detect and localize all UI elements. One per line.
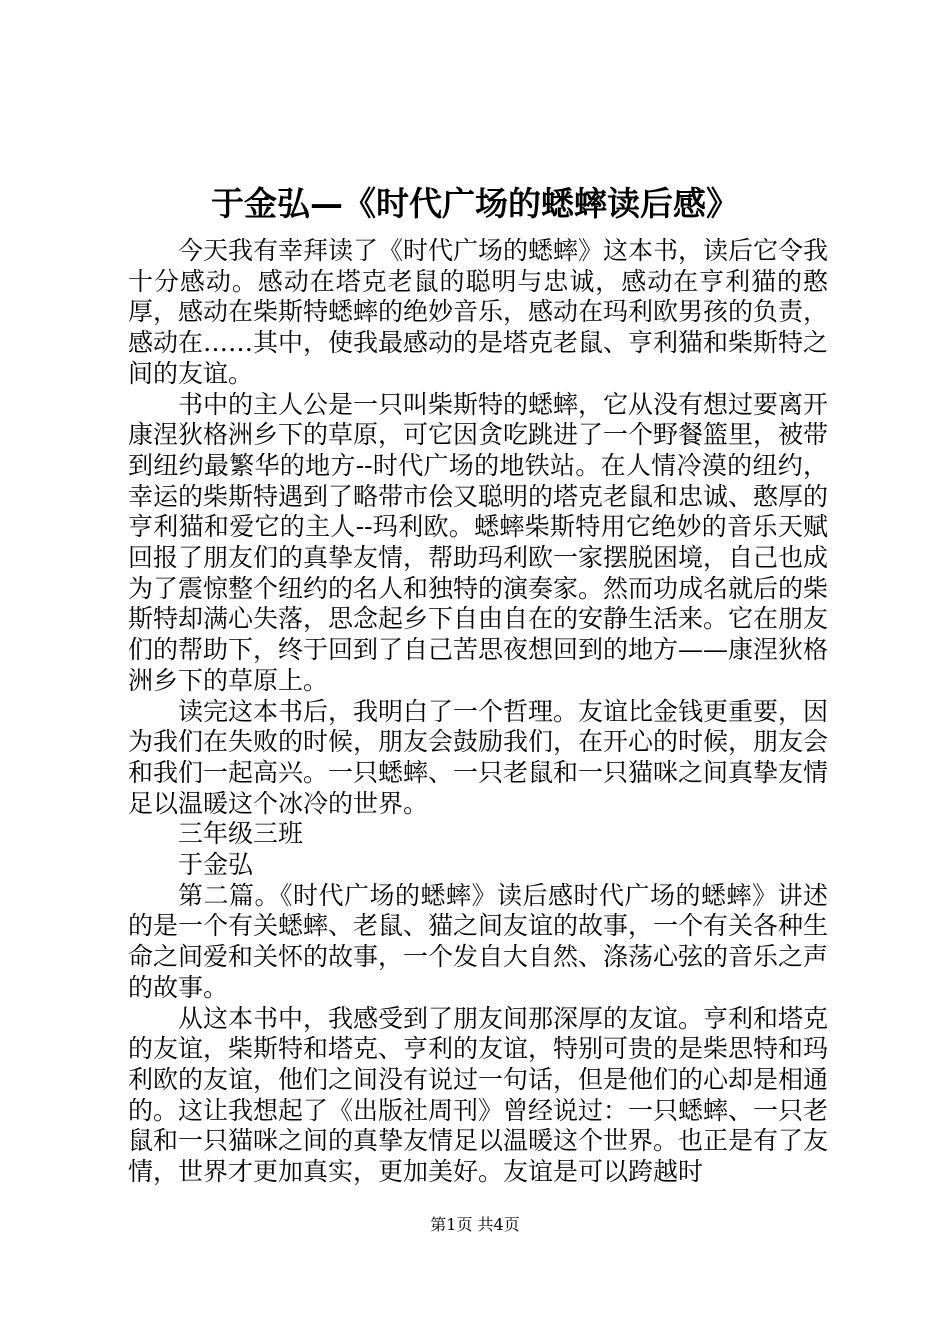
page-footer: 第1页 共4页 xyxy=(430,1215,520,1234)
document-body xyxy=(128,236,828,1188)
paragraph: 读完这本书后，我明白了一个哲理。友谊比金钱更重要，因为我们在失败的时候，朋友会鼓励我们，在开心的时候，朋友会和我们一起高兴。一只蟋蟀、一只老鼠和一只猫咪之间真挚友情足以温暖这个冰冷的世界。 xyxy=(128,696,829,818)
paragraph: 今天我有幸拜读了《时代广场的蟋蟀》这本书，读后它令我十分感动。感动在塔克老鼠的聪明与忠诚，感动在亨利猫的憨厚，感动在柴斯特蟋蟀的绝妙音乐，感动在玛利欧男孩的负责，感动在……其中，使我最感动的是塔克老鼠、亨利猫和柴斯特之间的友谊。 xyxy=(128,236,829,388)
author-line: 于金弘 xyxy=(178,850,254,880)
class-line: 三年级三班 xyxy=(178,819,304,849)
paragraph: 书中的主人公是一只叫柴斯特的蟋蟀，它从没有想过要离开康涅狄格洲乡下的草原，可它因贪吃跳进了一个野餐篮里，被带到纽约最繁华的地方--时代广场的地铁站。在人情冷漠的纽约，幸运的柴斯特遇到了略带市侩又聪明的塔克老鼠和忠诚、憨厚的亨利猫和爱它的主人--玛利欧。蟋蟀柴斯特用它绝妙的音乐天赋回报了朋友们的真挚友情，帮助玛利欧一家摆脱困境，自己也成为了震惊整个纽约的名人和独特的演奏家。然而功成名就后的柴斯特却满心失落，思念起乡下自由自在的安静生活来。它在朋友们的帮助下，终于回到了自己苦思夜想回到的地方——康涅狄格洲乡下的草原上。 xyxy=(128,389,829,695)
document-title: 于金弘—《时代广场的蟋蟀读后感》 xyxy=(211,184,739,223)
paragraph: 第二篇。《时代广场的蟋蟀》读后感时代广场的蟋蟀》讲述的是一个有关蟋蟀、老鼠、猫之间友谊的故事，一个有关各种生命之间爱和关怀的故事，一个发自大自然、涤荡心弦的音乐之声的故事。 xyxy=(128,880,829,1002)
paragraph: 从这本书中，我感受到了朋友间那深厚的友谊。亨利和塔克的友谊，柴斯特和塔克、亨利的友谊，特别可贵的是柴思特和玛利欧的友谊，他们之间没有说过一句话，但是他们的心却是相通的。这让我想起了《出版社周刊》曾经说过：一只蟋蟀、一只老鼠和一只猫咪之间的真挚友情足以温暖这个世界。也正是有了友情，世界才更加真实，更加美好。友谊是可以跨越时 xyxy=(128,1003,829,1187)
